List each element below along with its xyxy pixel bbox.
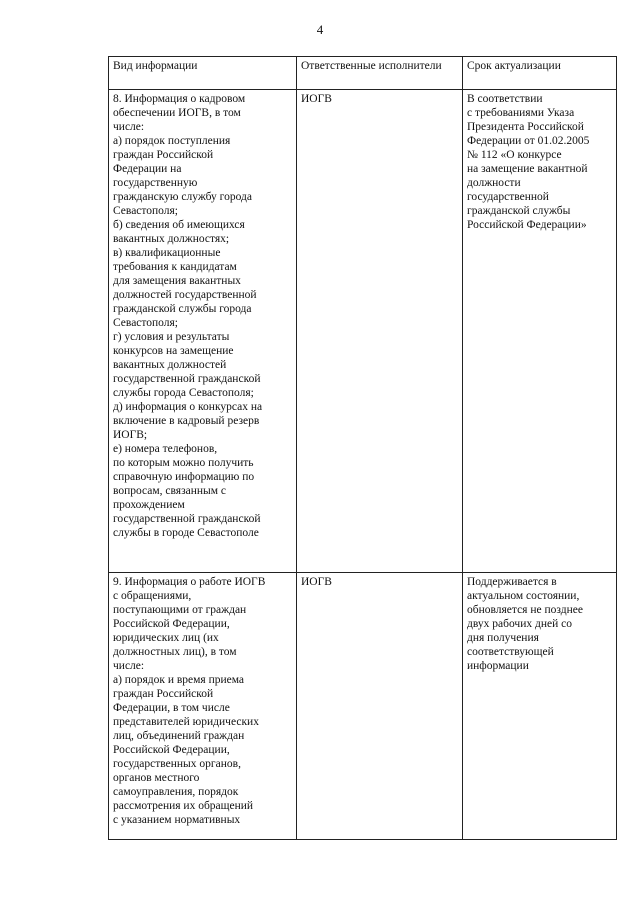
cell-line: актуальном состоянии, bbox=[467, 590, 580, 602]
cell-line: Федерации на bbox=[113, 163, 182, 175]
cell-line: граждан Российской bbox=[113, 149, 214, 161]
cell-line: должности bbox=[467, 177, 521, 189]
cell-line: 9. Информация о работе ИОГВ bbox=[113, 576, 266, 588]
table-row bbox=[109, 90, 617, 573]
cell-line: в) квалификационные bbox=[113, 247, 221, 259]
responsible-cell: ИОГВ bbox=[297, 90, 463, 573]
cell-line: на замещение вакантной bbox=[467, 163, 588, 175]
cell-line: справочную информацию по bbox=[113, 471, 255, 483]
cell-line: по которым можно получить bbox=[113, 457, 254, 469]
cell-line: двух рабочих дней со bbox=[467, 618, 572, 630]
cell-line: гражданской службы города bbox=[113, 303, 252, 315]
cell-line: государственной гражданской bbox=[113, 513, 261, 525]
cell-line: обновляется не позднее bbox=[467, 604, 583, 616]
cell-line: гражданской службы bbox=[467, 205, 571, 217]
cell-line: самоуправления, порядок bbox=[113, 786, 239, 798]
cell-line: информации bbox=[467, 660, 529, 672]
cell-line: Поддерживается в bbox=[467, 576, 557, 588]
update-term-cell bbox=[463, 573, 617, 840]
cell-line: Федерации, в том числе bbox=[113, 702, 230, 714]
cell-line: Российской Федерации, bbox=[113, 744, 230, 756]
cell-line: числе: bbox=[113, 121, 145, 133]
cell-line: ИОГВ; bbox=[113, 429, 148, 441]
cell-line: органов местного bbox=[113, 772, 200, 784]
page-number: 4 bbox=[316, 22, 324, 37]
cell-line: должностных лиц), в том bbox=[113, 646, 237, 658]
responsible-cell: ИОГВ bbox=[297, 573, 463, 840]
cell-line: 8. Информация о кадровом bbox=[113, 93, 246, 105]
cell-line: включение в кадровый резерв bbox=[113, 415, 260, 427]
update-term-cell bbox=[463, 90, 617, 573]
cell-line: конкурсов на замещение bbox=[113, 345, 234, 357]
cell-line: е) номера телефонов, bbox=[113, 443, 218, 455]
cell-line: с требованиями Указа bbox=[467, 107, 575, 119]
cell-line: государственных органов, bbox=[113, 758, 241, 770]
cell-line: Федерации от 01.02.2005 bbox=[467, 135, 590, 147]
cell-line: № 112 «О конкурсе bbox=[467, 149, 562, 161]
cell-line: обеспечении ИОГВ, в том bbox=[113, 107, 241, 119]
cell-line: В соответствии bbox=[467, 93, 543, 105]
cell-line: государственной гражданской bbox=[113, 373, 261, 385]
cell-line: государственной bbox=[467, 191, 549, 203]
information-table bbox=[108, 56, 617, 840]
cell-line: числе: bbox=[113, 660, 145, 672]
info-type-cell bbox=[109, 573, 297, 840]
table-header-row bbox=[109, 57, 617, 90]
cell-line: а) порядок и время приема bbox=[113, 674, 245, 686]
cell-line: г) условия и результаты bbox=[113, 331, 230, 343]
cell-line: Президента Российской bbox=[467, 121, 584, 133]
header-responsible: Ответственные исполнители bbox=[297, 57, 463, 90]
cell-line: Севастополя; bbox=[113, 317, 179, 329]
cell-line: службы в городе Севастополе bbox=[113, 527, 259, 539]
table-row bbox=[109, 573, 617, 840]
cell-line: лиц, объединений граждан bbox=[113, 730, 245, 742]
info-type-cell bbox=[109, 90, 297, 573]
cell-line: Российской Федерации, bbox=[113, 618, 230, 630]
cell-line: вопросам, связанным с bbox=[113, 485, 227, 497]
cell-line: юридических лиц (их bbox=[113, 632, 219, 644]
cell-line: требования к кандидатам bbox=[113, 261, 237, 273]
cell-line: с обращениями, bbox=[113, 590, 192, 602]
cell-line: соответствующей bbox=[467, 646, 554, 658]
cell-line: вакантных должностях; bbox=[113, 233, 230, 245]
cell-line: д) информация о конкурсах на bbox=[113, 401, 263, 413]
cell-line: государственную bbox=[113, 177, 198, 189]
cell-line: представителей юридических bbox=[113, 716, 259, 728]
cell-line: службы города Севастополя; bbox=[113, 387, 254, 399]
cell-line: а) порядок поступления bbox=[113, 135, 231, 147]
cell-line: гражданскую службу города bbox=[113, 191, 252, 203]
header-info-type: Вид информации bbox=[109, 57, 297, 90]
cell-line: для замещения вакантных bbox=[113, 275, 241, 287]
cell-line: дня получения bbox=[467, 632, 539, 644]
cell-line: граждан Российской bbox=[113, 688, 214, 700]
cell-line: Российской Федерации» bbox=[467, 219, 587, 231]
cell-line: с указанием нормативных bbox=[113, 814, 241, 826]
cell-line: Севастополя; bbox=[113, 205, 179, 217]
cell-line: должностей государственной bbox=[113, 289, 257, 301]
cell-line: б) сведения об имеющихся bbox=[113, 219, 245, 231]
header-update-term: Срок актуализации bbox=[463, 57, 617, 90]
cell-line: вакантных должностей bbox=[113, 359, 227, 371]
cell-line: поступающими от граждан bbox=[113, 604, 247, 616]
cell-line: рассмотрения их обращений bbox=[113, 800, 254, 812]
cell-line: прохождением bbox=[113, 499, 185, 511]
